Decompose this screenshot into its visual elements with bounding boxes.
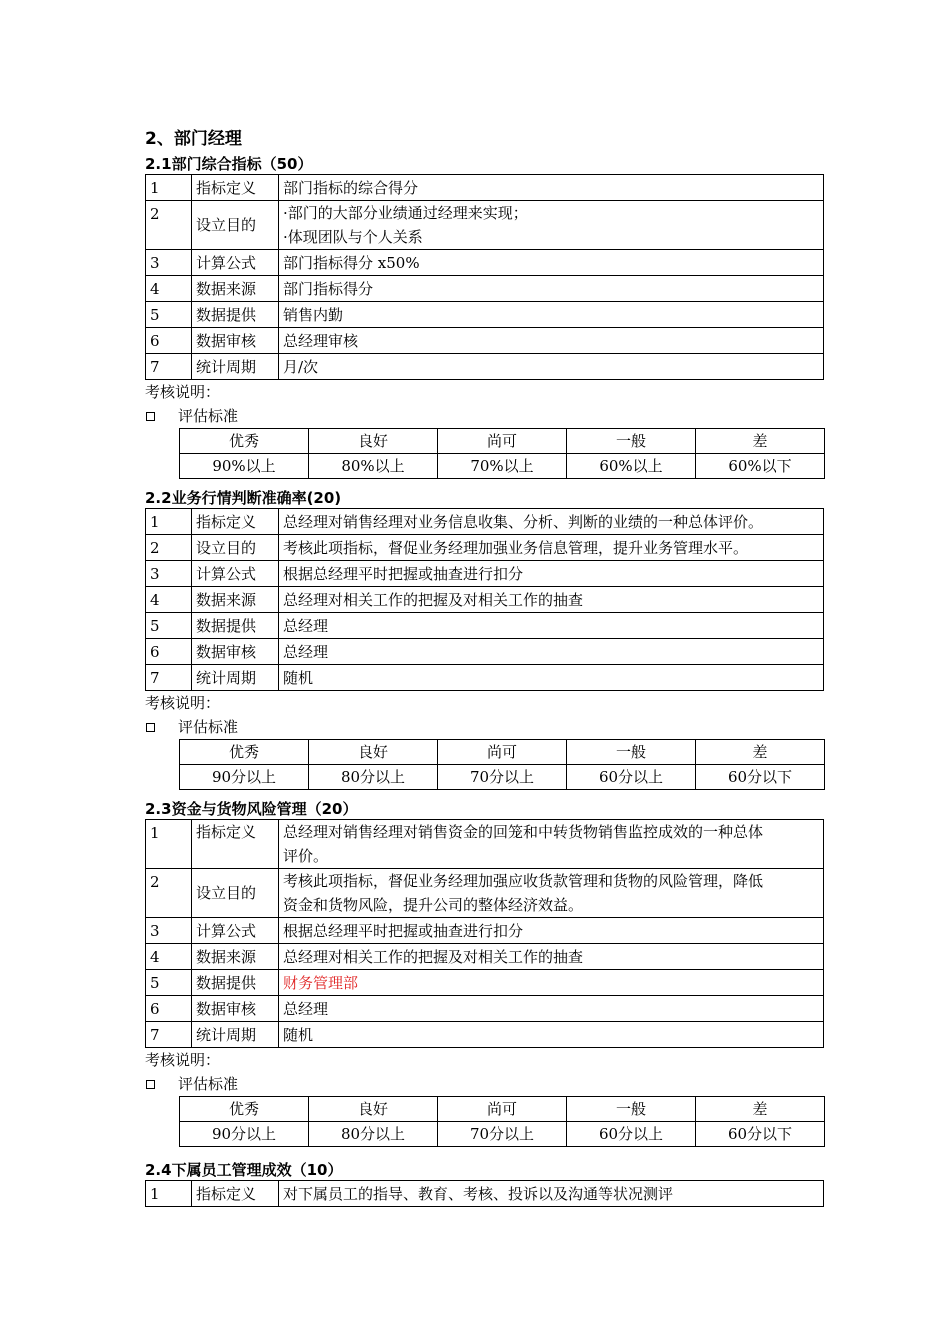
row-label: 设立目的	[192, 869, 279, 918]
row-label: 设立目的	[192, 535, 279, 561]
row-text: ·体现团队与个人关系	[283, 228, 423, 246]
row-number: 6	[146, 328, 192, 354]
table-row	[146, 918, 824, 944]
kpi-table	[145, 174, 824, 380]
grade-header: 优秀	[180, 429, 309, 454]
standard-label: 评估标准	[178, 407, 239, 425]
table-row	[146, 639, 824, 665]
row-value	[279, 820, 824, 869]
row-number: 4	[146, 587, 192, 613]
table-row	[146, 996, 824, 1022]
row-label: 计算公式	[192, 918, 279, 944]
checkbox-icon	[146, 412, 155, 421]
row-value	[279, 175, 824, 201]
row-text: ·部门的大部分业绩通过经理来实现；	[283, 204, 528, 222]
row-value	[279, 1181, 824, 1207]
table-row	[146, 944, 824, 970]
row-value	[279, 665, 824, 691]
row-number: 6	[146, 639, 192, 665]
row-label: 统计周期	[192, 354, 279, 380]
row-label: 计算公式	[192, 250, 279, 276]
row-text: 考核此项指标，督促业务经理加强应收货款管理和货物的风险管理，降低	[283, 872, 764, 890]
grade-value-row	[180, 454, 825, 479]
row-number: 5	[146, 302, 192, 328]
row-number: 7	[146, 665, 192, 691]
table-row	[146, 613, 824, 639]
grade-header-row	[180, 1097, 825, 1122]
row-text: 资金和货物风险，提升公司的整体经济效益。	[283, 896, 584, 914]
row-text: 根据总经理平时把握或抽查进行扣分	[283, 564, 524, 583]
section-title: 2.4下属员工管理成效（10）	[145, 1161, 343, 1179]
grade-header: 差	[696, 740, 825, 765]
row-label: 数据审核	[192, 639, 279, 665]
checkbox-icon	[146, 1080, 155, 1089]
grade-header: 差	[696, 1097, 825, 1122]
row-value	[279, 201, 824, 250]
row-text: 总经理审核	[283, 331, 359, 350]
row-value	[279, 1022, 824, 1048]
row-number: 6	[146, 996, 192, 1022]
row-value	[279, 996, 824, 1022]
row-value	[279, 587, 824, 613]
row-label: 指标定义	[192, 820, 279, 869]
row-label: 数据审核	[192, 996, 279, 1022]
grade-value: 60分以上	[567, 1122, 696, 1147]
grade-value: 80分以上	[309, 765, 438, 790]
row-text: 总经理对相关工作的把握及对相关工作的抽查	[283, 590, 584, 609]
grade-header: 一般	[567, 1097, 696, 1122]
row-value	[279, 354, 824, 380]
table-row	[146, 1022, 824, 1048]
table-row	[146, 302, 824, 328]
section-2-4	[145, 1160, 825, 1207]
row-value	[279, 561, 824, 587]
row-number: 7	[146, 1022, 192, 1048]
row-value	[279, 613, 824, 639]
row-text: 总经理	[283, 642, 329, 661]
table-row	[146, 1181, 824, 1207]
grade-header: 优秀	[180, 740, 309, 765]
grade-value: 70%以上	[438, 454, 567, 479]
row-value	[279, 970, 824, 996]
grade-value: 60分以上	[567, 765, 696, 790]
assessment-note: 考核说明：	[145, 1051, 221, 1069]
row-value	[279, 535, 824, 561]
section-2-2	[145, 488, 825, 790]
grade-value: 80分以上	[309, 1122, 438, 1147]
row-value	[279, 869, 824, 918]
grade-table	[179, 428, 825, 479]
row-text: 月/次	[283, 357, 319, 376]
grade-value: 70分以上	[438, 1122, 567, 1147]
row-number: 1	[146, 509, 192, 535]
grade-value: 60分以下	[696, 1122, 825, 1147]
grade-header: 良好	[309, 1097, 438, 1122]
kpi-table	[145, 508, 824, 691]
grade-header: 尚可	[438, 740, 567, 765]
row-value	[279, 250, 824, 276]
row-label: 统计周期	[192, 1022, 279, 1048]
table-row	[146, 276, 824, 302]
row-text: 考核此项指标，督促业务经理加强业务信息管理，提升业务管理水平。	[283, 538, 749, 557]
section-2-3	[145, 799, 825, 1147]
table-row	[146, 509, 824, 535]
row-number: 1	[146, 1181, 192, 1207]
standard-label: 评估标准	[178, 718, 239, 736]
row-label: 数据提供	[192, 970, 279, 996]
row-text: 对下属员工的指导、教育、考核、投诉以及沟通等状况测评	[283, 1184, 674, 1203]
grade-value-row	[180, 1122, 825, 1147]
row-text: 部门指标得分 x50%	[283, 253, 420, 272]
row-number: 3	[146, 918, 192, 944]
grade-value: 70分以上	[438, 765, 567, 790]
row-number: 1	[146, 175, 192, 201]
table-row	[146, 535, 824, 561]
row-value	[279, 509, 824, 535]
row-value	[279, 918, 824, 944]
row-number: 3	[146, 250, 192, 276]
section-title: 2.2业务行情判断准确率(20)	[145, 489, 342, 507]
table-row	[146, 587, 824, 613]
checkbox-icon	[146, 723, 155, 732]
row-text-highlighted: 财务管理部	[283, 973, 359, 992]
row-number: 7	[146, 354, 192, 380]
row-label: 计算公式	[192, 561, 279, 587]
row-text: 评价。	[283, 847, 329, 865]
grade-header-row	[180, 429, 825, 454]
assessment-note: 考核说明：	[145, 383, 221, 401]
table-row	[146, 328, 824, 354]
kpi-table	[145, 1180, 824, 1207]
standard-label-row	[145, 404, 825, 428]
row-text: 总经理	[283, 616, 329, 635]
row-label: 数据来源	[192, 587, 279, 613]
grade-value: 60分以下	[696, 765, 825, 790]
grade-header: 尚可	[438, 1097, 567, 1122]
grade-value: 90分以上	[180, 1122, 309, 1147]
standard-label-row	[145, 1072, 825, 1096]
table-row	[146, 250, 824, 276]
row-number: 5	[146, 970, 192, 996]
row-number: 3	[146, 561, 192, 587]
row-label: 数据来源	[192, 944, 279, 970]
standard-label: 评估标准	[178, 1075, 239, 1093]
row-value	[279, 328, 824, 354]
page-heading: 2、部门经理	[145, 129, 242, 149]
grade-header: 良好	[309, 740, 438, 765]
row-label: 统计周期	[192, 665, 279, 691]
row-number: 2	[146, 869, 192, 918]
grade-table	[179, 739, 825, 790]
kpi-table	[145, 819, 824, 1048]
row-text: 总经理对相关工作的把握及对相关工作的抽查	[283, 947, 584, 966]
row-value	[279, 302, 824, 328]
row-label: 数据提供	[192, 302, 279, 328]
table-row	[146, 820, 824, 869]
grade-header: 一般	[567, 740, 696, 765]
row-text: 总经理	[283, 999, 329, 1018]
grade-header-row	[180, 740, 825, 765]
grade-header: 良好	[309, 429, 438, 454]
row-number: 5	[146, 613, 192, 639]
section-title: 2.3资金与货物风险管理（20）	[145, 800, 358, 818]
row-text: 销售内勤	[283, 305, 344, 324]
section-title: 2.1部门综合指标（50）	[145, 155, 313, 173]
grade-header: 尚可	[438, 429, 567, 454]
row-value	[279, 639, 824, 665]
row-text: 部门指标得分	[283, 279, 374, 298]
row-label: 指标定义	[192, 509, 279, 535]
row-number: 1	[146, 820, 192, 869]
table-row	[146, 354, 824, 380]
grade-value: 80%以上	[309, 454, 438, 479]
row-number: 2	[146, 535, 192, 561]
row-text: 随机	[283, 1025, 314, 1044]
section-2-1	[145, 154, 825, 479]
row-label: 数据来源	[192, 276, 279, 302]
grade-header: 优秀	[180, 1097, 309, 1122]
row-label: 指标定义	[192, 1181, 279, 1207]
table-row	[146, 970, 824, 996]
grade-value: 60%以下	[696, 454, 825, 479]
assessment-note: 考核说明：	[145, 694, 221, 712]
row-text: 随机	[283, 668, 314, 687]
row-label: 设立目的	[192, 201, 279, 250]
table-row	[146, 201, 824, 250]
grade-value: 90分以上	[180, 765, 309, 790]
row-label: 指标定义	[192, 175, 279, 201]
table-row	[146, 665, 824, 691]
row-text: 总经理对销售经理对销售资金的回笼和中转货物销售监控成效的一种总体	[283, 823, 764, 841]
row-number: 4	[146, 944, 192, 970]
row-label: 数据提供	[192, 613, 279, 639]
grade-header: 一般	[567, 429, 696, 454]
row-value	[279, 944, 824, 970]
row-text: 部门指标的综合得分	[283, 178, 419, 197]
grade-value: 90%以上	[180, 454, 309, 479]
row-text: 总经理对销售经理对业务信息收集、分析、判断的业绩的一种总体评价。	[283, 512, 764, 531]
standard-label-row	[145, 715, 825, 739]
grade-header: 差	[696, 429, 825, 454]
table-row	[146, 869, 824, 918]
grade-value: 60%以上	[567, 454, 696, 479]
row-number: 4	[146, 276, 192, 302]
grade-table	[179, 1096, 825, 1147]
row-label: 数据审核	[192, 328, 279, 354]
row-number: 2	[146, 201, 192, 250]
table-row	[146, 561, 824, 587]
row-text: 根据总经理平时把握或抽查进行扣分	[283, 921, 524, 940]
table-row	[146, 175, 824, 201]
grade-value-row	[180, 765, 825, 790]
row-value	[279, 276, 824, 302]
